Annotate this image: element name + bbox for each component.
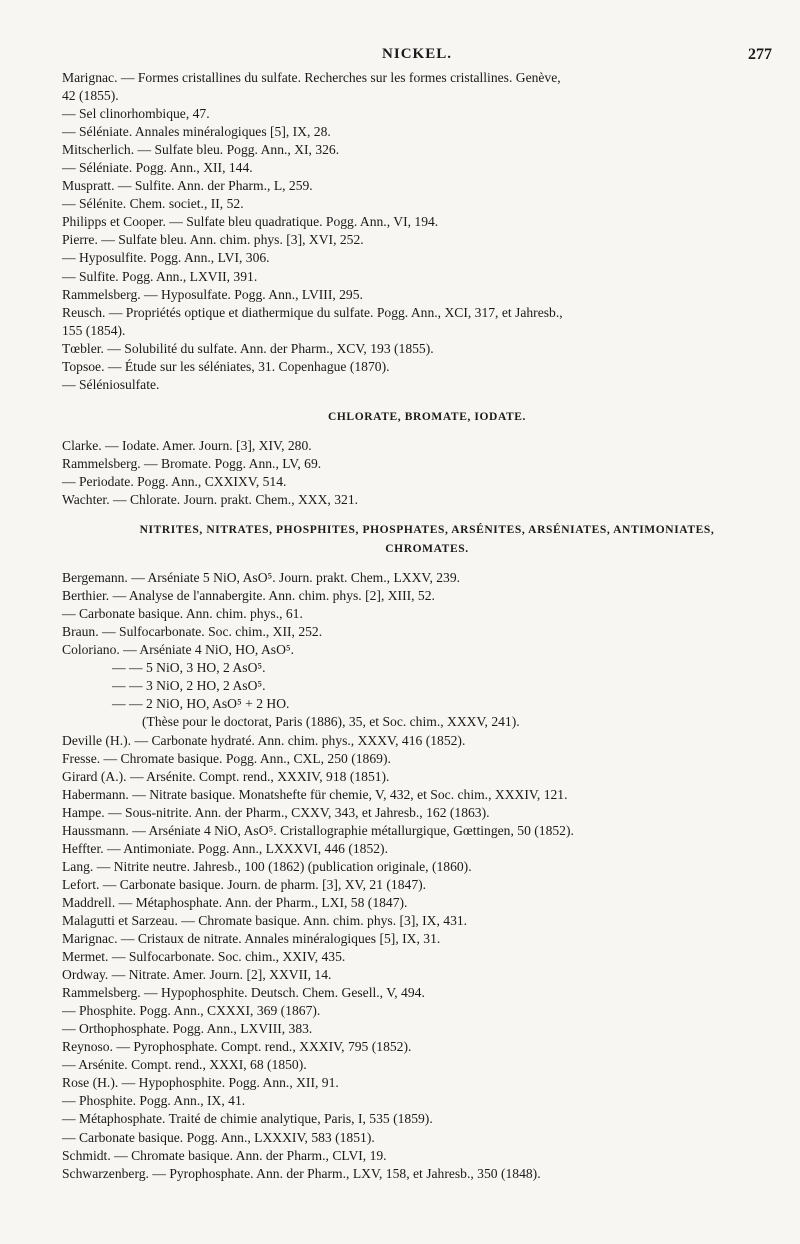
bibliography-entry: Lang. — Nitrite neutre. Jahresb., 100 (1862) (publication originale, (1860). bbox=[62, 858, 472, 874]
bibliography-entry: Malagutti et Sarzeau. — Chromate basique. Ann. chim. phys. [3], IX, 431. bbox=[62, 912, 468, 928]
bibliography-entry: Coloriano. — Arséniate 4 NiO, HO, AsO⁵. bbox=[62, 642, 295, 658]
bibliography-entry: — Orthophosphate. Pogg. Ann., LXVIII, 383. bbox=[62, 1021, 313, 1037]
bibliography-entry: — Séléniate. Pogg. Ann., XII, 144. bbox=[62, 160, 253, 176]
bibliography-entry: — Arsénite. Compt. rend., XXXI, 68 (1850). bbox=[62, 1057, 307, 1073]
bibliography-entry: — Séléniate. Annales minéralogiques [5], IX, 28. bbox=[62, 124, 331, 140]
bibliography-entry: Marignac. — Cristaux de nitrate. Annales minéralogiques [5], IX, 31. bbox=[62, 931, 441, 947]
bibliography-entry: — Métaphosphate. Traité de chimie analytique, Paris, I, 535 (1859). bbox=[62, 1111, 433, 1127]
bibliography-entry: Ordway. — Nitrate. Amer. Journ. [2], XXVII, 14. bbox=[62, 967, 332, 983]
section-heading-continued: CHROMATES. bbox=[385, 543, 469, 556]
bibliography-entry: Bergemann. — Arséniate 5 NiO, AsO⁵. Journ. prakt. Chem., LXXV, 239. bbox=[62, 570, 461, 586]
bibliography-entry: Hampe. — Sous-nitrite. Ann. der Pharm., CXXV, 343, et Jahresb., 162 (1863). bbox=[62, 804, 490, 820]
bibliography-entry: Heffter. — Antimoniate. Pogg. Ann., LXXXVI, 446 (1852). bbox=[62, 840, 388, 856]
bibliography-entry: — Carbonate basique. Pogg. Ann., LXXXIV, 583 (1851). bbox=[62, 1129, 375, 1145]
bibliography-entry: Reynoso. — Pyrophosphate. Compt. rend., XXXIV, 795 (1852). bbox=[62, 1039, 412, 1055]
bibliography-entry: — Sélénite. Chem. societ., II, 52. bbox=[62, 196, 244, 212]
bibliography-entry: Rammelsberg. — Hyposulfate. Pogg. Ann., LVIII, 295. bbox=[62, 286, 363, 302]
bibliography-entry: — — 2 NiO, HO, AsO⁵ + 2 HO. bbox=[112, 696, 290, 712]
bibliography-entry: Pierre. — Sulfate bleu. Ann. chim. phys. [3], XVI, 252. bbox=[62, 232, 364, 248]
bibliography-entry: Habermann. — Nitrate basique. Monatshefte für chemie, V, 432, et Soc. chim., XXXIV, 121. bbox=[62, 786, 568, 802]
bibliography-entry: — Phosphite. Pogg. Ann., IX, 41. bbox=[62, 1093, 246, 1109]
bibliography-entry: Rose (H.). — Hypophosphite. Pogg. Ann., XII, 91. bbox=[62, 1075, 339, 1091]
bibliography-entry: — Sulfite. Pogg. Ann., LXVII, 391. bbox=[62, 268, 258, 284]
page-number: 277 bbox=[748, 46, 772, 63]
section-heading: NITRITES, NITRATES, PHOSPHITES, PHOSPHATES, ARSÉNITES, ARSÉNIATES, ANTIMONIATES, bbox=[139, 524, 715, 537]
bibliography-entry: Marignac. — Formes cristallines du sulfate. Recherches sur les formes cristallines. Genève, bbox=[62, 70, 561, 85]
bibliography-entry: 155 (1854). bbox=[62, 322, 126, 338]
bibliography-entry: Lefort. — Carbonate basique. Journ. de pharm. [3], XV, 21 (1847). bbox=[62, 876, 427, 892]
bibliography-entry: — Séléniosulfate. bbox=[62, 376, 160, 392]
bibliography-entry: Deville (H.). — Carbonate hydraté. Ann. chim. phys., XXXV, 416 (1852). bbox=[62, 732, 466, 748]
bibliography-entry: Haussmann. — Arséniate 4 NiO, AsO⁵. Cristallographie métallurgique, Gœttingen, 50 (1852). bbox=[62, 822, 574, 838]
bibliography-entry: Berthier. — Analyse de l'annabergite. Ann. chim. phys. [2], XIII, 52. bbox=[62, 588, 435, 604]
bibliography-entry: Rammelsberg. — Bromate. Pogg. Ann., LV, 69. bbox=[62, 455, 322, 471]
bibliography-entry: (Thèse pour le doctorat, Paris (1886), 35, et Soc. chim., XXXV, 241). bbox=[142, 714, 520, 730]
bibliography-entry: — Carbonate basique. Ann. chim. phys., 61. bbox=[62, 606, 303, 622]
section-heading: CHLORATE, BROMATE, IODATE. bbox=[327, 410, 527, 423]
bibliography-entry: Clarke. — Iodate. Amer. Journ. [3], XIV, 280. bbox=[62, 437, 312, 453]
bibliography-entry: — — 3 NiO, 2 HO, 2 AsO⁵. bbox=[112, 678, 266, 694]
bibliography-entry: Wachter. — Chlorate. Journ. prakt. Chem., XXX, 321. bbox=[62, 492, 359, 508]
bibliography-entry: Philipps et Cooper. — Sulfate bleu quadratique. Pogg. Ann., VI, 194. bbox=[62, 214, 439, 230]
bibliography-entry: Fresse. — Chromate basique. Pogg. Ann., CXL, 250 (1869). bbox=[62, 750, 391, 766]
bibliography-entry: Braun. — Sulfocarbonate. Soc. chim., XII, 252. bbox=[62, 624, 323, 640]
bibliography-entry: — Periodate. Pogg. Ann., CXXIXV, 514. bbox=[62, 473, 287, 489]
bibliography-entry: Girard (A.). — Arsénite. Compt. rend., XXXIV, 918 (1851). bbox=[62, 768, 390, 784]
bibliography-entry: Reusch. — Propriétés optique et diathermique du sulfate. Pogg. Ann., XCI, 317, et Jahresb., bbox=[62, 304, 563, 320]
bibliography-entry: Topsoe. — Étude sur les séléniates, 31. Copenhague (1870). bbox=[62, 358, 390, 374]
running-head-title: NICKEL. bbox=[382, 46, 452, 62]
bibliography-entry: Schwarzenberg. — Pyrophosphate. Ann. der Pharm., LXV, 158, et Jahresb., 350 (1848). bbox=[62, 1165, 541, 1181]
bibliography-entry: — — 5 NiO, 3 HO, 2 AsO⁵. bbox=[112, 660, 266, 676]
bibliography-entry: Schmidt. — Chromate basique. Ann. der Pharm., CLVI, 19. bbox=[62, 1147, 387, 1163]
bibliography-entry: — Sel clinorhombique, 47. bbox=[62, 106, 210, 122]
bibliography-entry: — Phosphite. Pogg. Ann., CXXXI, 369 (1867). bbox=[62, 1003, 321, 1019]
bibliography-entry: Muspratt. — Sulfite. Ann. der Pharm., L, 259. bbox=[62, 178, 313, 194]
running-head bbox=[62, 46, 772, 66]
bibliography-entry: Tœbler. — Solubilité du sulfate. Ann. der Pharm., XCV, 193 (1855). bbox=[62, 340, 434, 356]
bibliography-entry: — Hyposulfite. Pogg. Ann., LVI, 306. bbox=[62, 250, 270, 266]
bibliography-entry: Mitscherlich. — Sulfate bleu. Pogg. Ann., XI, 326. bbox=[62, 142, 340, 158]
bibliography-entry: Maddrell. — Métaphosphate. Ann. der Pharm., LXI, 58 (1847). bbox=[62, 894, 408, 910]
bibliography-entry: Mermet. — Sulfocarbonate. Soc. chim., XXIV, 435. bbox=[62, 949, 346, 965]
bibliography-body bbox=[62, 69, 762, 1183]
bibliography-entry: 42 (1855). bbox=[62, 88, 119, 104]
bibliography-entry: Rammelsberg. — Hypophosphite. Deutsch. Chem. Gesell., V, 494. bbox=[62, 985, 425, 1001]
